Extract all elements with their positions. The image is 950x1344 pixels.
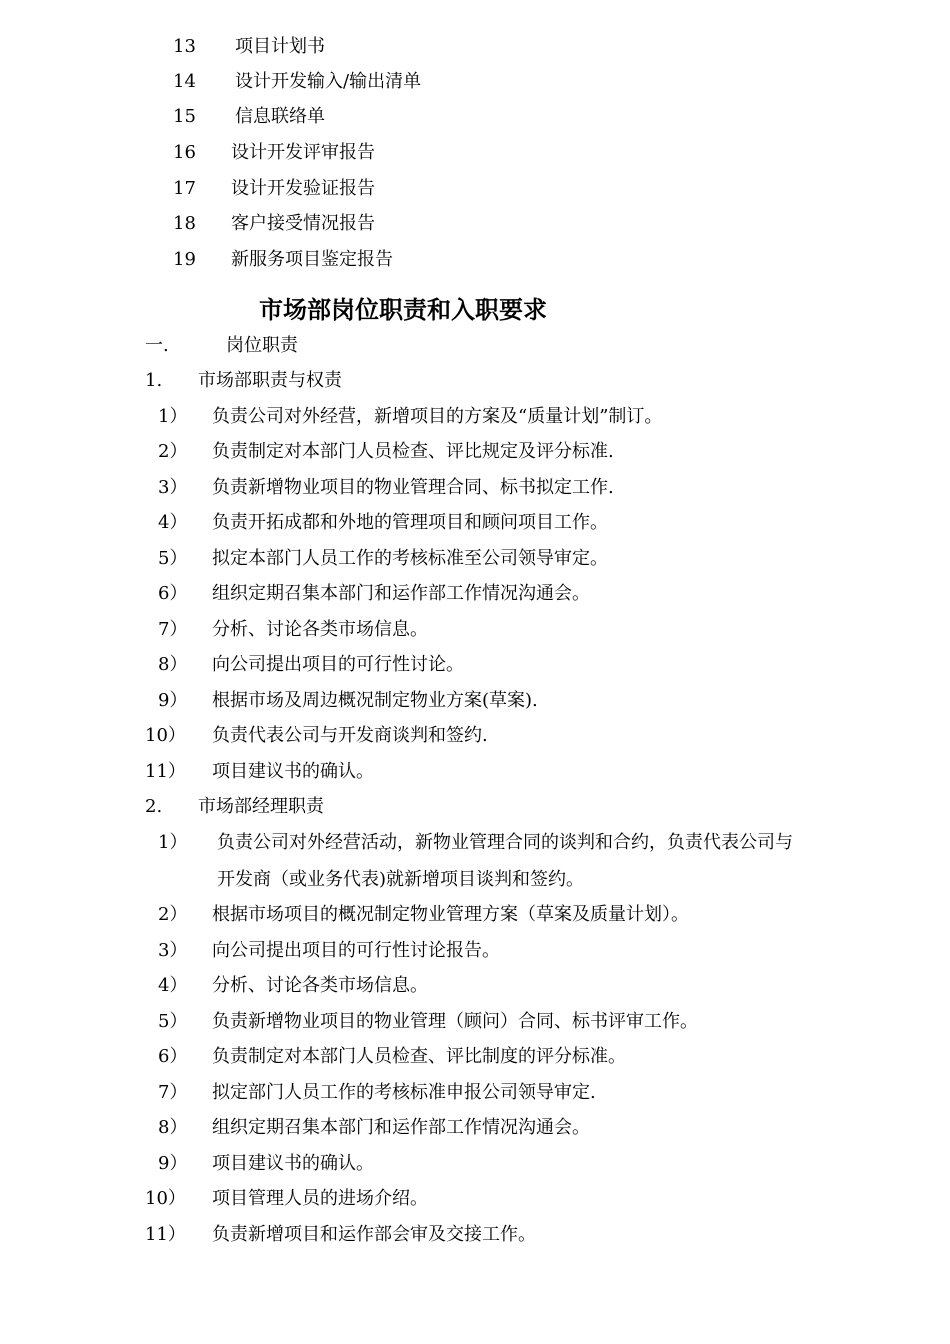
list-item-number: 5）	[158, 548, 188, 569]
list-item-number: 4）	[158, 512, 188, 533]
list-item-text: 新服务项目鉴定报告	[231, 249, 393, 270]
list-item-text: 根据市场项目的概况制定物业管理方案（草案及质量计划）。	[212, 904, 689, 925]
list-item-number: 5）	[158, 1011, 188, 1032]
list-item-number: 1）	[158, 832, 188, 853]
list-item-text: 项目建议书的确认。	[212, 761, 374, 782]
list-item-number: 4）	[158, 975, 188, 996]
list-item-text: 设计开发评审报告	[231, 142, 375, 163]
list-item-number: 3）	[158, 477, 188, 498]
list-item-number: 10）	[145, 1188, 186, 1209]
list-item-text: 向公司提出项目的可行性讨论报告。	[212, 940, 500, 961]
list-item-text: 分析、讨论各类市场信息。	[212, 619, 428, 640]
list-item-number: 17	[173, 178, 196, 199]
list-item-number: 14	[173, 71, 196, 92]
list-item-number: 11）	[145, 761, 186, 782]
list-item-text: 负责新增物业项目的物业管理（顾问）合同、标书评审工作。	[212, 1011, 698, 1032]
list-item-text: 组织定期召集本部门和运作部工作情况沟通会。	[212, 1117, 590, 1138]
section-number: 一.	[145, 335, 169, 356]
list-item-text: 客户接受情况报告	[231, 213, 375, 234]
list-item-number: 6）	[158, 1046, 188, 1067]
list-item-number: 9）	[158, 1153, 188, 1174]
list-item-number: 6）	[158, 583, 188, 604]
list-item-number: 10）	[145, 725, 186, 746]
list-item-number: 1）	[158, 406, 188, 427]
list-item-text: 设计开发验证报告	[231, 178, 375, 199]
list-item-number: 19	[173, 249, 196, 270]
subsection-number: 2.	[145, 796, 163, 817]
subsection-number: 1.	[145, 370, 163, 391]
list-item-text: 拟定部门人员工作的考核标准申报公司领导审定.	[212, 1082, 596, 1103]
list-item-text: 负责代表公司与开发商谈判和签约.	[212, 725, 488, 746]
list-item-number: 8）	[158, 1117, 188, 1138]
list-item-text: 负责新增物业项目的物业管理合同、标书拟定工作.	[212, 477, 614, 498]
list-item-text: 负责制定对本部门人员检查、评比规定及评分标准.	[212, 441, 614, 462]
list-item-number: 8）	[158, 654, 188, 675]
list-item-text: 根据市场及周边概况制定物业方案(草案).	[212, 690, 538, 711]
list-item-number: 18	[173, 213, 196, 234]
list-item-text: 负责新增项目和运作部会审及交接工作。	[212, 1224, 536, 1245]
list-item-number: 7）	[158, 1082, 188, 1103]
list-item-text: 负责开拓成都和外地的管理项目和顾问项目工作。	[212, 512, 608, 533]
list-item-text: 负责制定对本部门人员检查、评比制度的评分标准。	[212, 1046, 626, 1067]
subsection-text: 市场部经理职责	[198, 796, 324, 817]
list-item-text: 向公司提出项目的可行性讨论。	[212, 654, 464, 675]
list-item-text: 项目计划书	[235, 36, 325, 57]
list-item-text: 项目管理人员的进场介绍。	[212, 1188, 428, 1209]
list-item-text: 组织定期召集本部门和运作部工作情况沟通会。	[212, 583, 590, 604]
list-item-text: 负责公司对外经营，新增项目的方案及“质量计划”制订。	[212, 406, 663, 427]
list-item-number: 16	[173, 142, 196, 163]
page-title: 市场部岗位职责和入职要求	[259, 295, 547, 324]
list-item-text: 设计开发输入/输出清单	[235, 71, 422, 92]
list-item-number: 13	[173, 36, 196, 57]
list-item-number: 2）	[158, 441, 188, 462]
section-text: 岗位职责	[226, 335, 298, 356]
list-item-number: 15	[173, 106, 196, 127]
list-item-number: 9）	[158, 690, 188, 711]
list-item-number: 3）	[158, 940, 188, 961]
list-item-number: 2）	[158, 904, 188, 925]
subsection-text: 市场部职责与权责	[198, 370, 342, 391]
list-item-text: 项目建议书的确认。	[212, 1153, 374, 1174]
list-item-text: 负责公司对外经营活动，新物业管理合同的谈判和合约，负责代表公司与	[217, 832, 793, 853]
list-item-number: 11）	[145, 1224, 186, 1245]
list-item-text: 信息联络单	[235, 106, 325, 127]
list-item-number: 7）	[158, 619, 188, 640]
list-item-text: 分析、讨论各类市场信息。	[212, 975, 428, 996]
list-item-text: 拟定本部门人员工作的考核标准至公司领导审定。	[212, 548, 608, 569]
list-item-text: 开发商（或业务代表)就新增项目谈判和签约。	[217, 869, 585, 890]
